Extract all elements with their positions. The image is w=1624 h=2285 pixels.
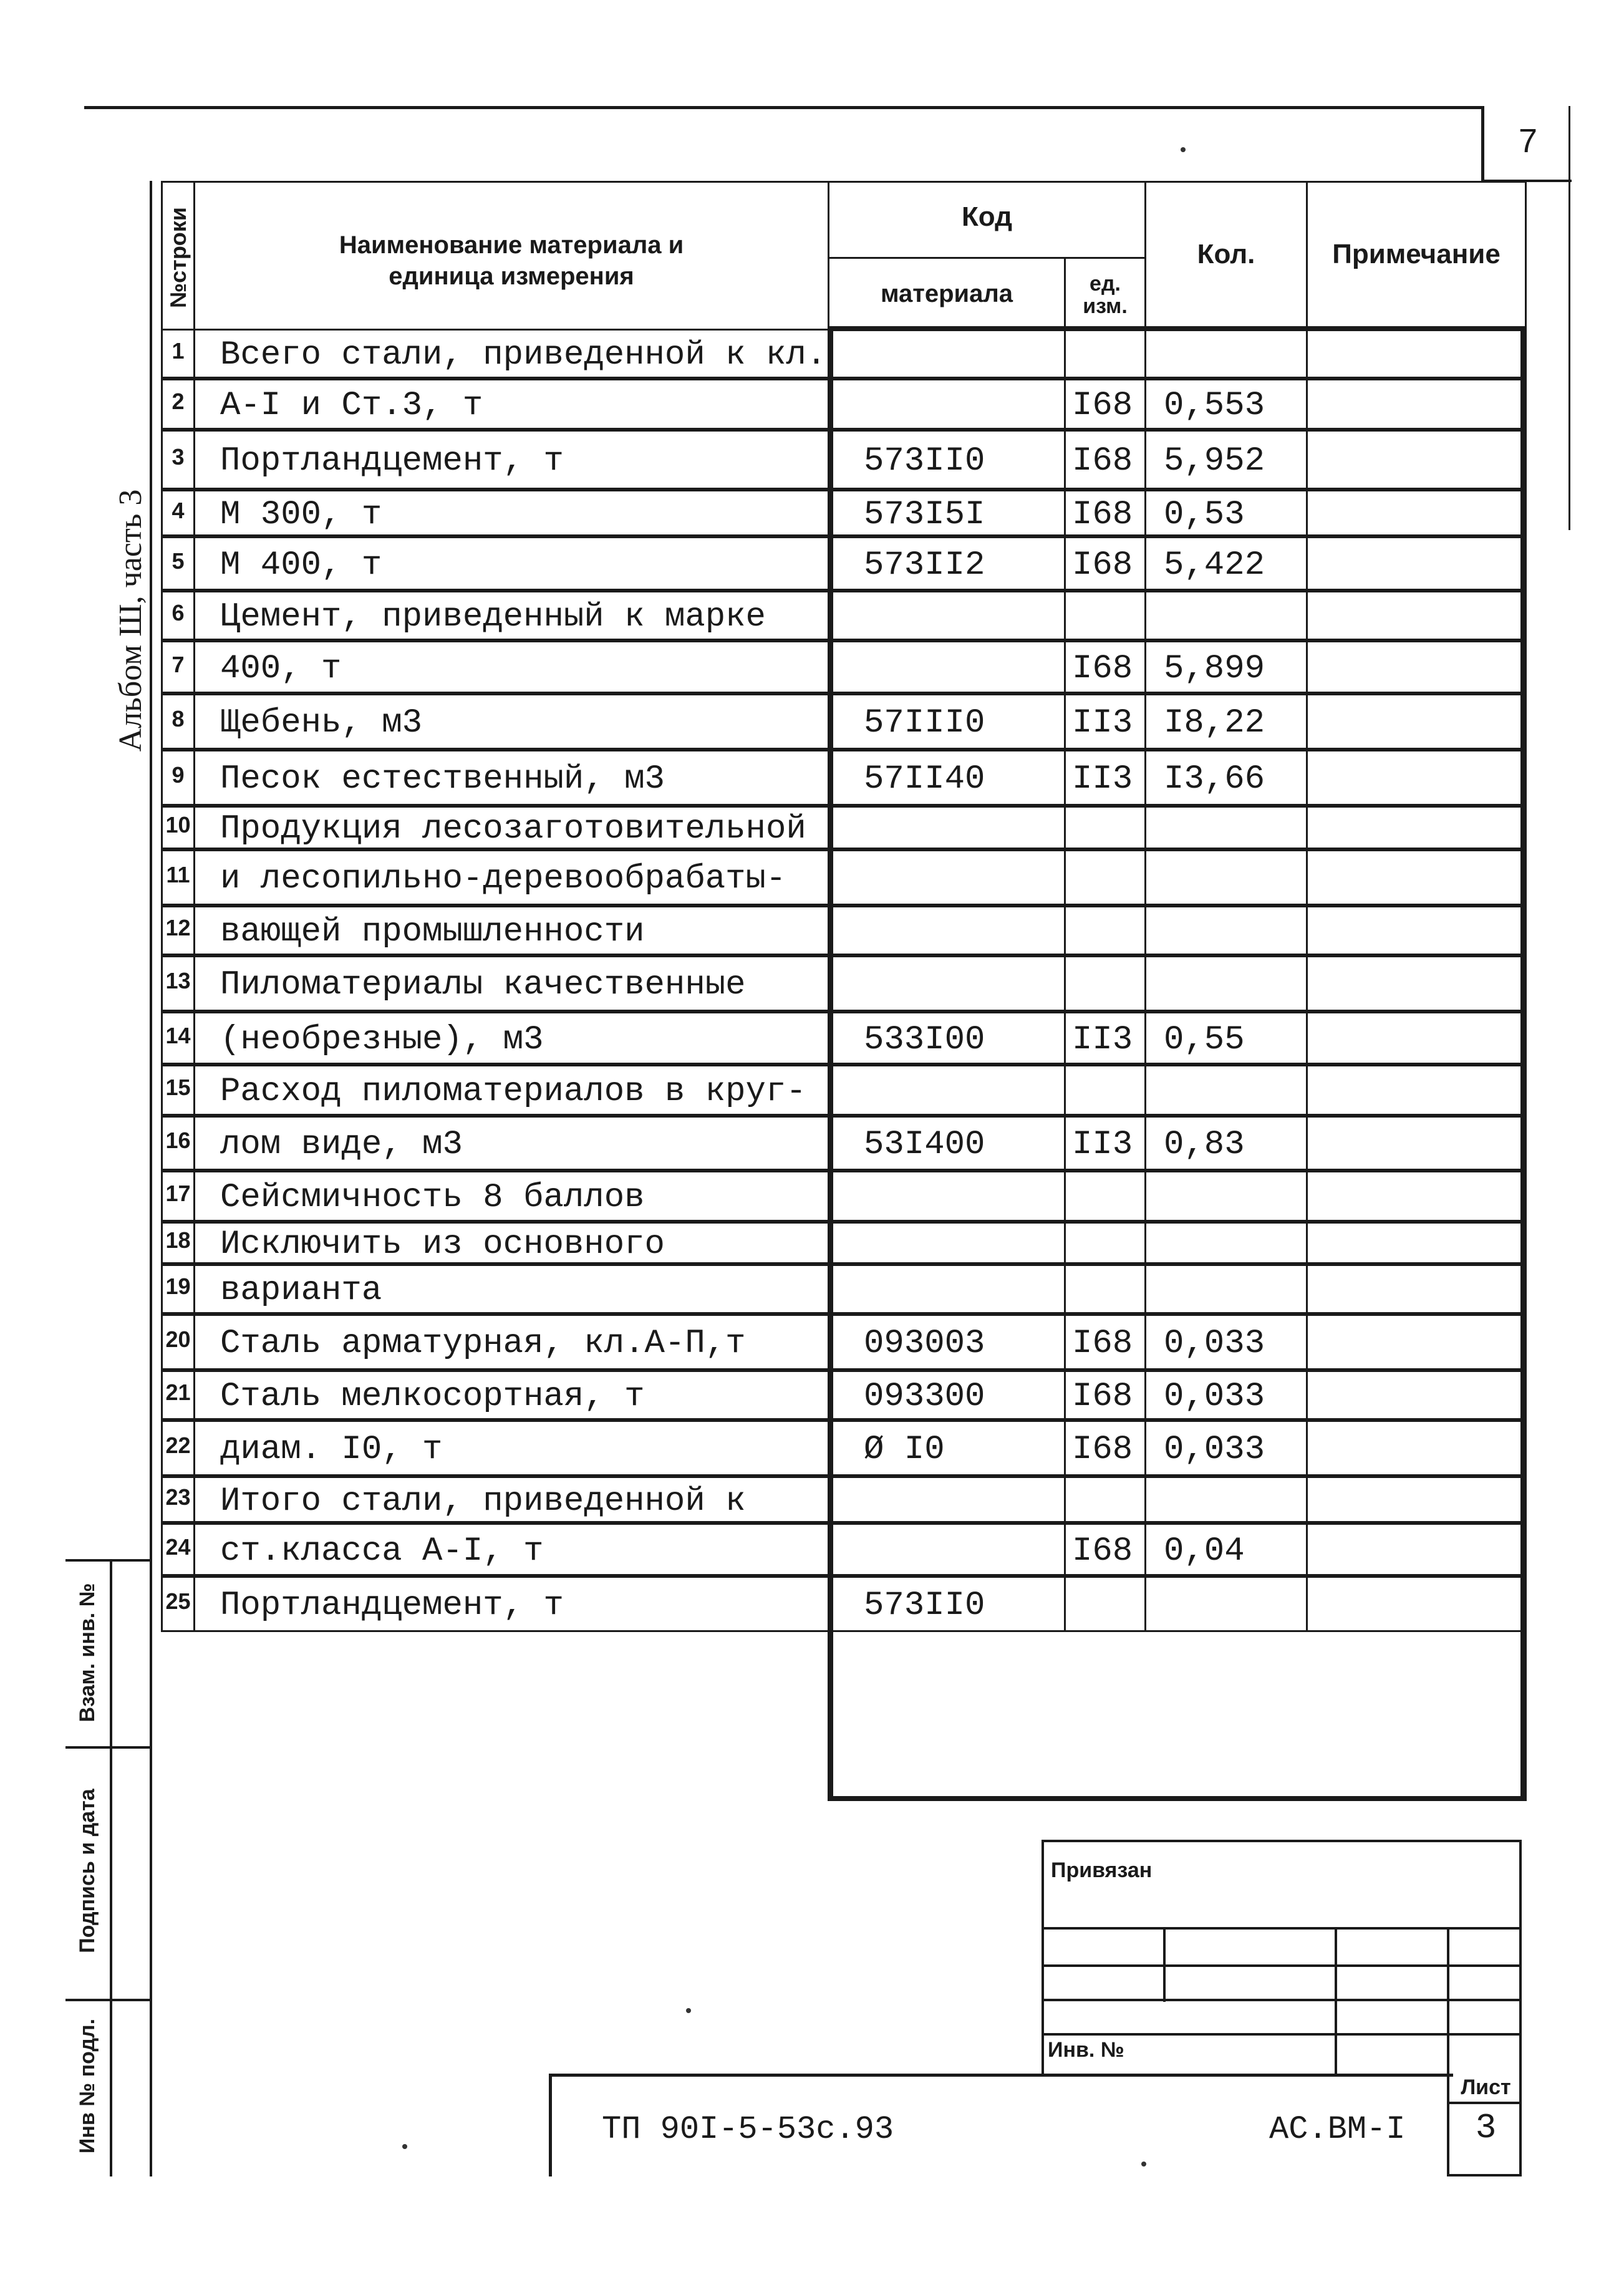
cell-note [1306, 906, 1527, 955]
cell-name: и лесопильно-деревообрабаты- [193, 849, 829, 906]
table-row [161, 1116, 1527, 1171]
cell-name: М 300, т [193, 490, 829, 536]
cell-code [828, 849, 1066, 906]
cell-note [1306, 1576, 1527, 1632]
page-number: 7 [1518, 122, 1538, 160]
cell-qty: 0,83 [1144, 1116, 1308, 1171]
cell-name: Сейсмичность 8 баллов [193, 1171, 829, 1222]
cell-qty: 5,952 [1144, 430, 1308, 490]
table-row [161, 536, 1527, 591]
cell-code [828, 955, 1066, 1012]
stamp-h1 [1042, 1927, 1522, 1930]
row-number: 1 [161, 329, 195, 379]
cell-unit [1064, 329, 1146, 379]
stamp-h3 [1042, 1999, 1522, 2001]
cell-qty: 0,55 [1144, 1012, 1308, 1065]
table-row [161, 955, 1527, 1012]
row-number: 21 [161, 1370, 195, 1420]
table-row [161, 329, 1527, 379]
stamp-main-top [549, 2074, 1453, 2077]
cell-code: 57II40 [828, 750, 1066, 806]
table-row [161, 693, 1527, 750]
cell-name: Портландцемент, т [193, 430, 829, 490]
cell-name: Итого стали, приведенной к [193, 1476, 829, 1523]
margin-line-inner [110, 1559, 112, 2176]
cell-name: лом виде, м3 [193, 1116, 829, 1171]
row-number: 18 [161, 1222, 195, 1264]
cell-name: Расход пиломатериалов в круг- [193, 1065, 829, 1116]
cell-qty [1144, 1476, 1308, 1523]
cell-name: вающей промышленности [193, 906, 829, 955]
table-row [161, 906, 1527, 955]
cell-qty [1144, 329, 1308, 379]
table-row [161, 849, 1527, 906]
cell-note [1306, 693, 1527, 750]
cell-unit [1064, 906, 1146, 955]
cell-unit: II3 [1064, 1012, 1146, 1065]
cell-qty: 0,553 [1144, 379, 1308, 430]
header-name-cell [193, 181, 829, 331]
row-number: 20 [161, 1314, 195, 1370]
cell-note [1306, 1012, 1527, 1065]
table-row [161, 1314, 1527, 1370]
cell-name: Щебень, м3 [193, 693, 829, 750]
cell-name: Цемент, приведенный к марке [193, 591, 829, 640]
cell-note [1306, 806, 1527, 849]
table-row [161, 1476, 1527, 1523]
cell-note [1306, 1065, 1527, 1116]
table-row [161, 1523, 1527, 1576]
table-row [161, 1264, 1527, 1314]
cell-note [1306, 1171, 1527, 1222]
header-name-line2: единица измерения [389, 263, 634, 290]
cell-unit: I68 [1064, 1420, 1146, 1476]
cell-name: М 400, т [193, 536, 829, 591]
row-number: 9 [161, 750, 195, 806]
row-number: 10 [161, 806, 195, 849]
row-number: 11 [161, 849, 195, 906]
cell-note [1306, 1314, 1527, 1370]
cell-unit: II3 [1064, 1116, 1146, 1171]
stamp-doc-mark: АС.ВМ-I [1269, 2111, 1406, 2148]
margin-inv-sub: Взам. инв. № [75, 1583, 99, 1722]
cell-name: 400, т [193, 640, 829, 693]
scan-speck [402, 2144, 407, 2149]
cell-name: Пиломатериалы качественные [193, 955, 829, 1012]
cell-unit [1064, 1264, 1146, 1314]
table-row [161, 1065, 1527, 1116]
body-border-right [1520, 329, 1527, 1800]
stamp-h4 [1042, 2033, 1522, 2036]
cell-code [828, 591, 1066, 640]
scan-speck [1141, 2162, 1146, 2167]
cell-code [828, 1171, 1066, 1222]
table-row [161, 490, 1527, 536]
header-code-unit-line1: ед. [1090, 272, 1121, 296]
row-number: 25 [161, 1576, 195, 1632]
row-number: 3 [161, 430, 195, 490]
cell-code [828, 1222, 1066, 1264]
cell-unit: II3 [1064, 750, 1146, 806]
cell-qty: 5,422 [1144, 536, 1308, 591]
cell-note [1306, 955, 1527, 1012]
cell-qty [1144, 1222, 1308, 1264]
top-frame-line [84, 106, 1484, 109]
cell-note [1306, 430, 1527, 490]
header-code-material: материала [828, 257, 1066, 331]
stamp-sheet-sep [1447, 2102, 1522, 2104]
row-number: 6 [161, 591, 195, 640]
table-row [161, 750, 1527, 806]
cell-qty [1144, 955, 1308, 1012]
cell-unit: II3 [1064, 693, 1146, 750]
stamp-inv-no: Инв. № [1048, 2038, 1124, 2062]
cell-qty: 0,53 [1144, 490, 1308, 536]
cell-code [828, 1065, 1066, 1116]
right-edge-line [1568, 106, 1570, 530]
row-number: 16 [161, 1116, 195, 1171]
cell-note [1306, 536, 1527, 591]
cell-unit: I68 [1064, 536, 1146, 591]
cell-unit: I68 [1064, 490, 1146, 536]
row-number: 13 [161, 955, 195, 1012]
row-number: 22 [161, 1420, 195, 1476]
margin-signature-date: Подпись и дата [75, 1789, 99, 1953]
cell-note [1306, 1370, 1527, 1420]
row-number: 4 [161, 490, 195, 536]
table-row [161, 806, 1527, 849]
margin-sep-3 [65, 1999, 152, 2001]
row-number: 19 [161, 1264, 195, 1314]
stamp-h2 [1042, 1964, 1522, 1967]
header-row-no-cell [161, 181, 195, 331]
header-row-no: №строки [165, 207, 191, 308]
cell-qty [1144, 849, 1308, 906]
cell-unit [1064, 849, 1146, 906]
cell-name: (необрезные), м3 [193, 1012, 829, 1065]
cell-qty: 0,04 [1144, 1523, 1308, 1576]
cell-qty: 5,899 [1144, 640, 1308, 693]
row-number: 15 [161, 1065, 195, 1116]
cell-name: диам. I0, т [193, 1420, 829, 1476]
table-row [161, 640, 1527, 693]
cell-code: 573I5I [828, 490, 1066, 536]
cell-qty [1144, 1264, 1308, 1314]
cell-name: варианта [193, 1264, 829, 1314]
table-row [161, 1222, 1527, 1264]
scan-speck [686, 2008, 691, 2013]
table-row [161, 379, 1527, 430]
cell-unit [1064, 1171, 1146, 1222]
row-number: 23 [161, 1476, 195, 1523]
cell-unit [1064, 806, 1146, 849]
side-caption: Альбом Ш, часть 3 [113, 489, 148, 752]
row-number: 24 [161, 1523, 195, 1576]
cell-note [1306, 750, 1527, 806]
margin-line-outer [150, 181, 152, 2176]
table-row [161, 1171, 1527, 1222]
header-code-unit [1064, 257, 1146, 331]
cell-note [1306, 1116, 1527, 1171]
cell-code [828, 806, 1066, 849]
stamp-outer-left [1042, 1840, 1044, 2077]
cell-note [1306, 1476, 1527, 1523]
stamp-doc-code: ТП 90I-5-53с.93 [602, 2111, 894, 2148]
cell-name: Всего стали, приведенной к кл. [193, 329, 829, 379]
cell-name: А-I и Ст.3, т [193, 379, 829, 430]
row-number: 8 [161, 693, 195, 750]
cell-qty: I8,22 [1144, 693, 1308, 750]
cell-note [1306, 1264, 1527, 1314]
cell-qty: 0,033 [1144, 1370, 1308, 1420]
cell-note [1306, 1523, 1527, 1576]
cell-qty [1144, 806, 1308, 849]
cell-unit [1064, 591, 1146, 640]
row-number: 5 [161, 536, 195, 591]
table-row [161, 1370, 1527, 1420]
row-number: 7 [161, 640, 195, 693]
stamp-outer-right [1519, 1840, 1522, 2176]
header-note: Примечание [1306, 181, 1527, 331]
cell-code: 573II2 [828, 536, 1066, 591]
stamp-linked: Привязан [1051, 1858, 1153, 1882]
cell-name: Песок естественный, м3 [193, 750, 829, 806]
cell-code: 093300 [828, 1370, 1066, 1420]
cell-name: Исключить из основного [193, 1222, 829, 1264]
cell-qty: 0,033 [1144, 1420, 1308, 1476]
cell-qty [1144, 1065, 1308, 1116]
cell-note [1306, 1420, 1527, 1476]
cell-unit: I68 [1064, 1370, 1146, 1420]
header-qty: Кол. [1144, 181, 1308, 331]
scan-speck [1181, 147, 1186, 152]
cell-code: 53I400 [828, 1116, 1066, 1171]
cell-code: 533I00 [828, 1012, 1066, 1065]
cell-code [828, 906, 1066, 955]
cell-qty: 0,033 [1144, 1314, 1308, 1370]
stamp-v2 [1335, 1927, 1337, 2077]
title-block [549, 1840, 1522, 2176]
cell-unit [1064, 1065, 1146, 1116]
cell-code: 573II0 [828, 1576, 1066, 1632]
cell-unit [1064, 1222, 1146, 1264]
margin-sep-1 [65, 1559, 152, 1562]
body-border-bottom [828, 1796, 1527, 1801]
cell-qty [1144, 906, 1308, 955]
cell-code [828, 640, 1066, 693]
cell-name: Портландцемент, т [193, 1576, 829, 1632]
margin-sep-2 [65, 1746, 152, 1749]
cell-note [1306, 1222, 1527, 1264]
cell-unit [1064, 1576, 1146, 1632]
cell-unit: I68 [1064, 1314, 1146, 1370]
row-number: 17 [161, 1171, 195, 1222]
body-border-left-name [828, 329, 833, 1800]
cell-code [828, 379, 1066, 430]
cell-note [1306, 379, 1527, 430]
table-row [161, 430, 1527, 490]
cell-unit [1064, 1476, 1146, 1523]
cell-code: 573II0 [828, 430, 1066, 490]
cell-name: Сталь арматурная, кл.А-П,т [193, 1314, 829, 1370]
cell-code [828, 329, 1066, 379]
page-number-box-left [1481, 106, 1484, 181]
cell-name: ст.класса А-I, т [193, 1523, 829, 1576]
header-code-cell: Код [828, 181, 1146, 259]
cell-note [1306, 329, 1527, 379]
cell-unit: I68 [1064, 430, 1146, 490]
row-number: 2 [161, 379, 195, 430]
table-row [161, 1012, 1527, 1065]
margin-inv-orig: Инв № подл. [75, 2018, 99, 2154]
table-row [161, 1420, 1527, 1476]
cell-qty [1144, 591, 1308, 640]
stamp-outer-top [1042, 1840, 1522, 1842]
stamp-v3 [1447, 1927, 1449, 2176]
row-number: 12 [161, 906, 195, 955]
cell-name: Сталь мелкосортная, т [193, 1370, 829, 1420]
cell-note [1306, 591, 1527, 640]
cell-qty [1144, 1171, 1308, 1222]
table-row [161, 1576, 1527, 1632]
stamp-sheet-no: 3 [1475, 2108, 1497, 2148]
material-table [161, 181, 1527, 1802]
cell-code: 57III0 [828, 693, 1066, 750]
cell-unit: I68 [1064, 640, 1146, 693]
cell-code: Ø I0 [828, 1420, 1066, 1476]
cell-name: Продукция лесозаготовительной [193, 806, 829, 849]
cell-qty [1144, 1576, 1308, 1632]
row-number: 14 [161, 1012, 195, 1065]
cell-note [1306, 849, 1527, 906]
cell-code: 093003 [828, 1314, 1066, 1370]
cell-unit: I68 [1064, 1523, 1146, 1576]
table-body [161, 329, 1527, 1802]
cell-unit [1064, 955, 1146, 1012]
cell-qty: I3,66 [1144, 750, 1308, 806]
table-row [161, 591, 1527, 640]
cell-code [828, 1523, 1066, 1576]
cell-note [1306, 640, 1527, 693]
cell-unit: I68 [1064, 379, 1146, 430]
header-name-line1: Наименование материала и [339, 231, 684, 259]
stamp-sheet-bottom [1447, 2174, 1522, 2176]
cell-note [1306, 490, 1527, 536]
stamp-v1 [1163, 1927, 1166, 2002]
stamp-sheet-label: Лист [1461, 2075, 1511, 2099]
cell-code [828, 1476, 1066, 1523]
stamp-main-left [549, 2074, 552, 2176]
cell-code [828, 1264, 1066, 1314]
body-border-top [828, 326, 1527, 331]
header-code-unit-line2: изм. [1083, 294, 1128, 318]
